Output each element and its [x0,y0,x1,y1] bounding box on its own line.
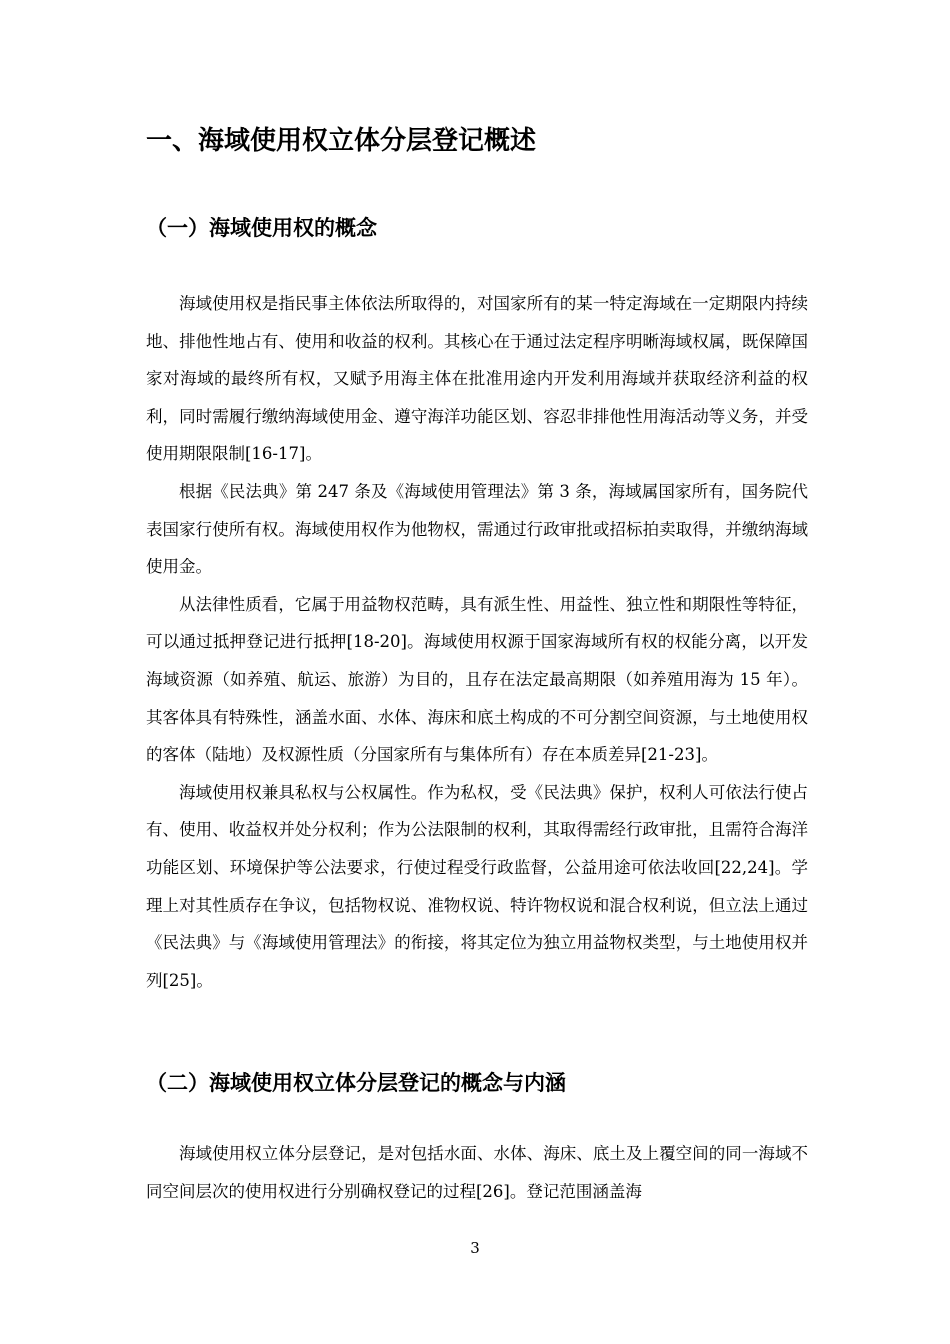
paragraph: 从法律性质看，它属于用益物权范畴，具有派生性、用益性、独立性和期限性等特征，可以通过抵押登记进行抵押[18-20]。海域使用权源于国家海域所有权的权能分离，以开发海域资源（如养殖、航运、旅游）为目的，且存在法定最高期限（如养殖用海为 15 年）。其客体具有特殊性，涵盖水面、水体、海床和底土构成的不可分割空间资源，与土地使用权的客体（陆地）及权源性质（分国家所有与集体所有）存在本质差异[21-23]。 [146,594,808,765]
section-heading-2: （二）海域使用权立体分层登记的概念与内涵 [146,1071,566,1095]
chapter-heading: 一、海域使用权立体分层登记概述 [146,126,537,156]
section-1-body [146,285,808,999]
section-heading-1: （一）海域使用权的概念 [146,216,377,240]
paragraph: 海域使用权立体分层登记，是对包括水面、水体、海床、底土及上覆空间的同一海域不同空间层次的使用权进行分别确权登记的过程[26]。登记范围涵盖海 [146,1144,808,1201]
paragraph: 海域使用权兼具私权与公权属性。作为私权，受《民法典》保护，权利人可依法行使占有、使用、收益权并处分权利；作为公法限制的权利，其取得需经行政审批，且需符合海洋功能区划、环境保护等公法要求，行使过程受行政监督，公益用途可依法收回[22,24]。学理上对其性质存在争议，包括物权说、准物权说、特许物权说和混合权利说，但立法上通过《民法典》与《海域使用管理法》的衔接，将其定位为独立用益物权类型，与土地使用权并列[25]。 [146,782,808,990]
paragraph: 根据《民法典》第 247 条及《海域使用管理法》第 3 条，海域属国家所有，国务院代表国家行使所有权。海域使用权作为他物权，需通过行政审批或招标拍卖取得，并缴纳海域使用金。 [146,481,808,577]
page-number: 3 [470,1239,480,1257]
section-2-body [146,1135,808,1210]
paragraph: 海域使用权是指民事主体依法所取得的，对国家所有的某一特定海域在一定期限内持续地、排他性地占有、使用和收益的权利。其核心在于通过法定程序明晰海域权属，既保障国家对海域的最终所有权，又赋予用海主体在批准用途内开发利用海域并获取经济利益的权利，同时需履行缴纳海域使用金、遵守海洋功能区划、容忍非排他性用海活动等义务，并受使用期限限制[16-17]。 [146,294,808,464]
